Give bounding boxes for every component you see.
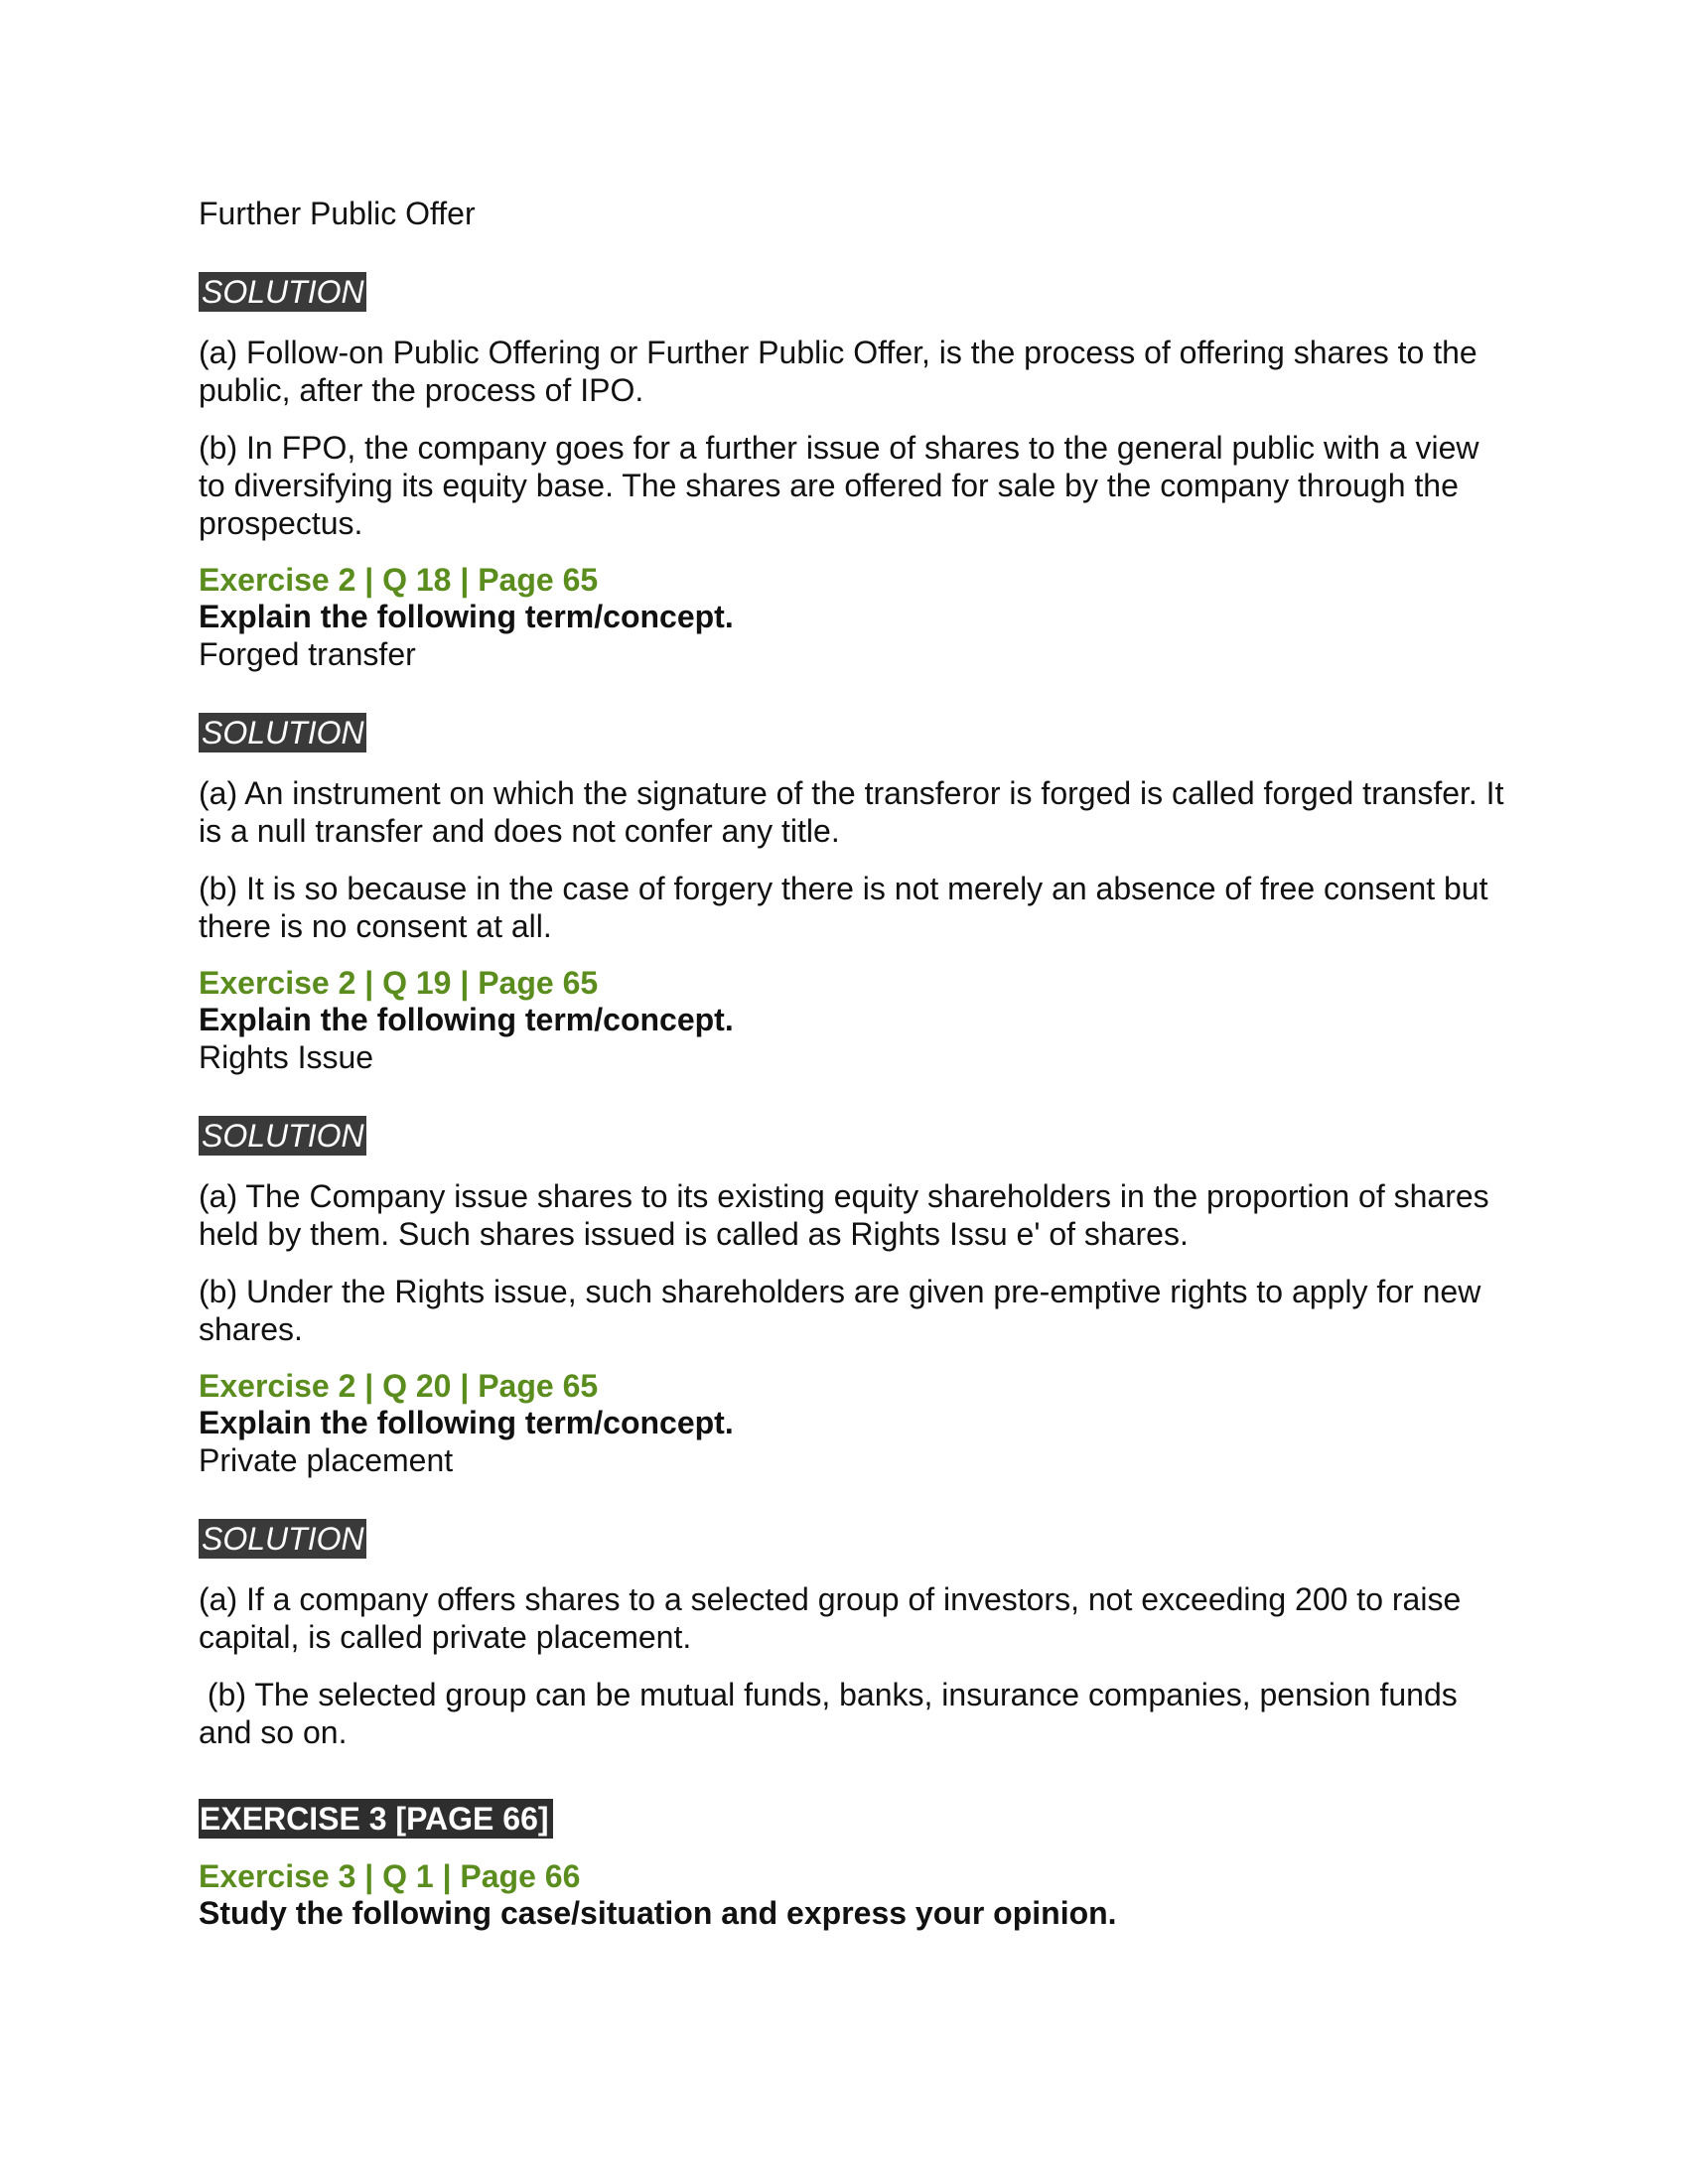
solution-paragraph: (a) Follow-on Public Offering or Further Public Offer, is the process of offering shares to the public, after the process of IPO. <box>199 335 1477 408</box>
solution-label: SOLUTION <box>199 1116 366 1156</box>
exercise-heading: Exercise 3 | Q 1 | Page 66 <box>199 1858 581 1894</box>
solution-label-wrap <box>199 1519 1509 1559</box>
question-instruction: Study the following case/situation and express your opinion. <box>199 1895 1117 1931</box>
exercise-heading: Exercise 2 | Q 20 | Page 65 <box>199 1368 599 1404</box>
solution-label: SOLUTION <box>199 272 366 312</box>
question-topic: Private placement <box>199 1442 454 1478</box>
question-topic: Forged transfer <box>199 636 416 672</box>
solution-label-wrap <box>199 1116 1509 1156</box>
exercise-heading: Exercise 2 | Q 18 | Page 65 <box>199 562 599 598</box>
solution-paragraph: (a) An instrument on which the signature of the transferor is forged is called forged transfer. It is a null transfer and does not confer any title. <box>199 775 1504 849</box>
exercise-section-banner-wrap <box>199 1799 1509 1839</box>
solution-paragraph: (b) The selected group can be mutual funds, banks, insurance companies, pension funds and so on. <box>199 1677 1467 1750</box>
solution-label: SOLUTION <box>199 1519 366 1559</box>
document-page <box>199 195 1509 1932</box>
exercise-section-banner: EXERCISE 3 [PAGE 66] <box>199 1799 553 1839</box>
solution-paragraph: (b) It is so because in the case of forgery there is not merely an absence of free consent but there is no consent at all. <box>199 871 1488 944</box>
solution-paragraph: (a) If a company offers shares to a selected group of investors, not exceeding 200 to raise capital, is called private placement. <box>199 1581 1462 1655</box>
exercise-heading: Exercise 2 | Q 19 | Page 65 <box>199 965 599 1001</box>
solution-paragraph: (a) The Company issue shares to its existing equity shareholders in the proportion of shares held by them. Such shares issued is called as Rights Issu e' of shares. <box>199 1178 1489 1252</box>
question-instruction: Explain the following term/concept. <box>199 1405 734 1440</box>
solution-label-wrap <box>199 713 1509 752</box>
question-instruction: Explain the following term/concept. <box>199 599 734 634</box>
solution-paragraph: (b) In FPO, the company goes for a further issue of shares to the general public with a view to diversifying its equity base. The shares are offered for sale by the company through the prospectus. <box>199 430 1479 541</box>
solution-paragraph: (b) Under the Rights issue, such shareholders are given pre-emptive rights to apply for new shares. <box>199 1274 1481 1347</box>
solution-label: SOLUTION <box>199 713 366 752</box>
intro-topic: Further Public Offer <box>199 196 476 231</box>
solution-label-wrap <box>199 272 1509 312</box>
question-topic: Rights Issue <box>199 1039 374 1075</box>
question-instruction: Explain the following term/concept. <box>199 1002 734 1037</box>
